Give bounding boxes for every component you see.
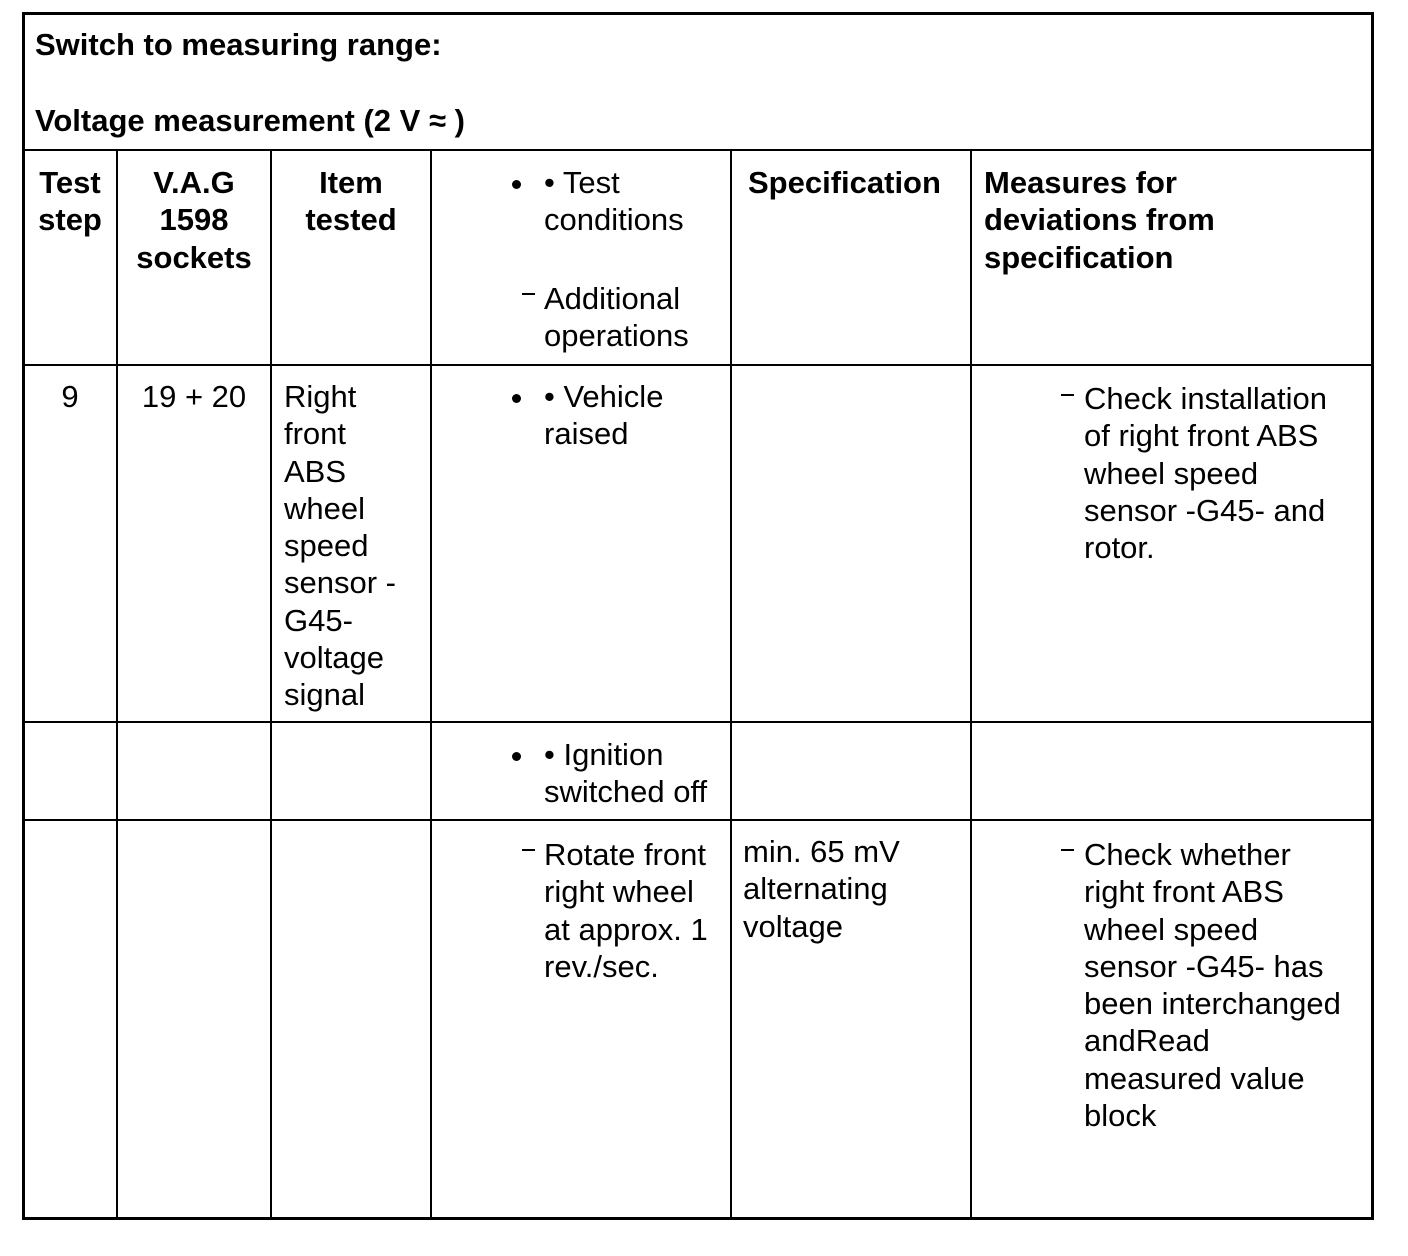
- header-additional-operations: Additional operations: [544, 281, 689, 354]
- row3-measures: Check whether right front ABS wheel speed sensor -G45- has been interchanged andRead measured value block: [1084, 837, 1341, 1134]
- bullet-icon: [512, 180, 521, 189]
- row3-operation: Rotate front right wheel at approx. 1 rev./sec.: [544, 837, 708, 984]
- header-measures: Measures for deviations from specification: [984, 165, 1215, 275]
- row-divider: [22, 819, 1374, 821]
- column-divider: [970, 150, 972, 1220]
- column-divider: [730, 150, 732, 1220]
- row1-item-tested: Right front ABS wheel speed sensor - G45- voltage signal: [284, 379, 396, 713]
- row1-measures: Check installation of right front ABS wheel speed sensor -G45- and rotor.: [1084, 381, 1327, 566]
- header-specification: Specification: [748, 165, 941, 200]
- bullet-icon: [512, 394, 521, 403]
- voltage-measurement-heading: Voltage measurement (2 V ≈ ): [35, 103, 465, 138]
- header-item-tested: Item tested: [305, 165, 397, 238]
- dash-icon: [1061, 849, 1074, 851]
- row-divider: [22, 721, 1374, 723]
- dash-icon: [1061, 394, 1074, 396]
- row3-specification: min. 65 mV alternating voltage: [743, 834, 900, 944]
- dash-icon: [522, 849, 535, 851]
- row1-sockets: 19 + 20: [141, 379, 247, 414]
- bullet-icon: [512, 752, 521, 761]
- column-divider: [270, 150, 272, 1220]
- column-divider: [116, 150, 118, 1220]
- header-test-step: Test step: [38, 165, 102, 238]
- row2-condition: • Ignition switched off: [544, 737, 708, 810]
- column-divider: [430, 150, 432, 1220]
- dash-icon: [522, 293, 535, 295]
- header-test-conditions: • Test conditions: [544, 165, 684, 238]
- row1-condition: • Vehicle raised: [544, 379, 664, 452]
- header-divider: [22, 149, 1374, 151]
- header-sockets: V.A.G 1598 sockets: [136, 165, 252, 275]
- measuring-range-heading: Switch to measuring range:: [35, 27, 442, 62]
- row1-test-step: 9: [61, 379, 79, 414]
- row-divider: [22, 364, 1374, 366]
